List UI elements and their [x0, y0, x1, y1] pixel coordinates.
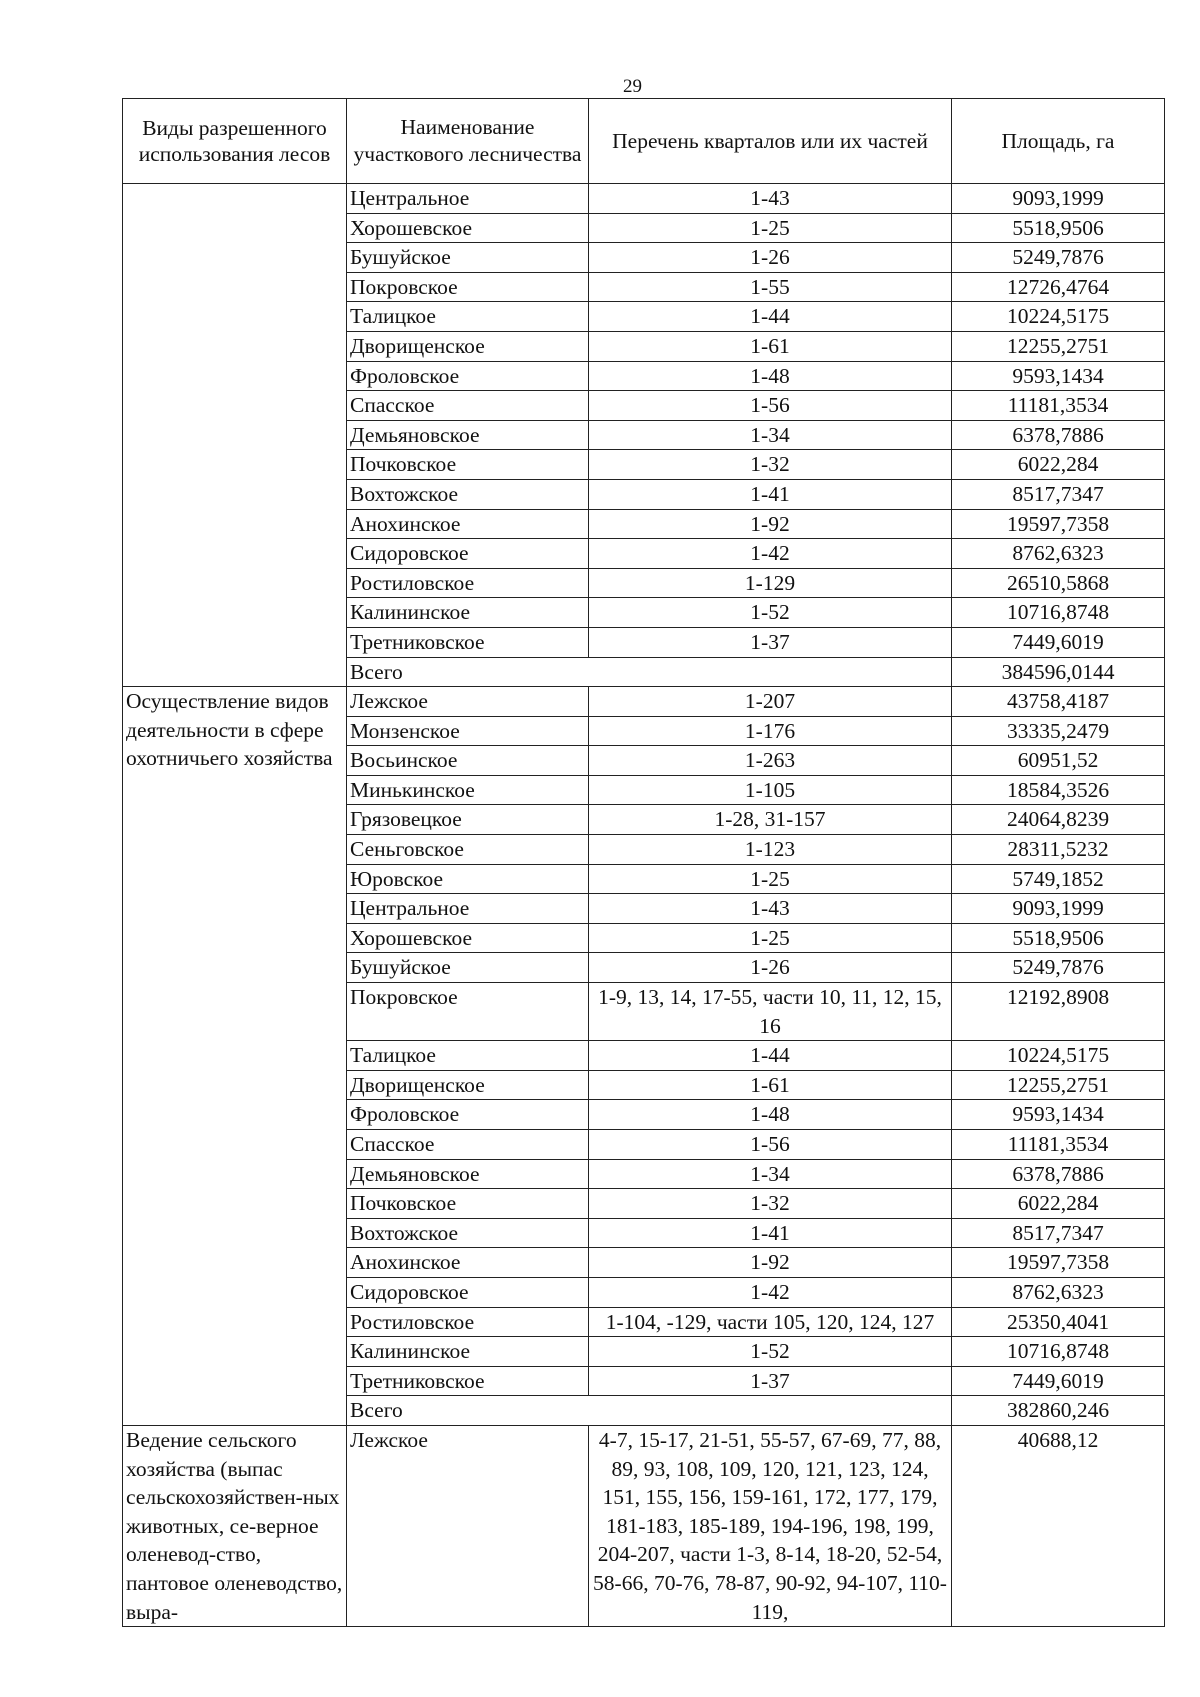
area-cell: 25350,4041: [952, 1307, 1165, 1337]
forestry-name-cell: Демьяновское: [347, 420, 589, 450]
area-cell: 12192,8908: [952, 983, 1165, 1041]
area-cell: 8762,6323: [952, 1277, 1165, 1307]
forestry-name-cell: Спасское: [347, 391, 589, 421]
table-row: [123, 1425, 1165, 1626]
area-cell: 10716,8748: [952, 598, 1165, 628]
quarters-cell: 4-7, 15-17, 21-51, 55-57, 67-69, 77, 88, 89, 93, 108, 109, 120, 121, 123, 124, 151, 155, 156, 159-161, 172, 177, 179, 181-183, 185-189, 194-196, 198, 199, 204-207, части 1-3, 8-14, 18-20, 52-54, 58-66, 70-76, 78-87, 90-92, 94-107, 110-119,: [589, 1425, 952, 1626]
quarters-cell: 1-26: [589, 953, 952, 983]
quarters-cell: 1-263: [589, 746, 952, 776]
area-cell: 5518,9506: [952, 213, 1165, 243]
forestry-name-cell: Фроловское: [347, 361, 589, 391]
area-cell: 10224,5175: [952, 302, 1165, 332]
quarters-cell: 1-56: [589, 1130, 952, 1160]
quarters-cell: 1-104, -129, части 105, 120, 124, 127: [589, 1307, 952, 1337]
header-row: [123, 99, 1165, 184]
forestry-name-cell: Восьинское: [347, 746, 589, 776]
forestry-name-cell: Хорошевское: [347, 923, 589, 953]
forestry-name-cell: Минькинское: [347, 775, 589, 805]
forestry-name-cell: Хорошевское: [347, 213, 589, 243]
area-cell: 26510,5868: [952, 568, 1165, 598]
area-cell: 19597,7358: [952, 509, 1165, 539]
forestry-name-cell: Лежское: [347, 687, 589, 717]
quarters-cell: 1-44: [589, 1041, 952, 1071]
area-cell: 5249,7876: [952, 243, 1165, 273]
quarters-cell: 1-34: [589, 1159, 952, 1189]
forestry-name-cell: Фроловское: [347, 1100, 589, 1130]
forestry-name-cell: Сидоровское: [347, 539, 589, 569]
forestry-name-cell: Бушуйское: [347, 243, 589, 273]
quarters-cell: 1-37: [589, 1366, 952, 1396]
quarters-cell: 1-92: [589, 1248, 952, 1278]
quarters-cell: 1-123: [589, 835, 952, 865]
quarters-cell: 1-34: [589, 420, 952, 450]
area-cell: 10716,8748: [952, 1337, 1165, 1367]
area-cell: 6378,7886: [952, 420, 1165, 450]
quarters-cell: 1-52: [589, 598, 952, 628]
forestry-name-cell: Грязовецкое: [347, 805, 589, 835]
forestry-name-cell: Покровское: [347, 272, 589, 302]
header-area: Площадь, га: [952, 99, 1165, 184]
quarters-cell: 1-37: [589, 627, 952, 657]
quarters-cell: 1-25: [589, 864, 952, 894]
area-cell: 7449,6019: [952, 627, 1165, 657]
forestry-name-cell: Анохинское: [347, 509, 589, 539]
area-cell: 12255,2751: [952, 1070, 1165, 1100]
area-cell: 43758,4187: [952, 687, 1165, 717]
area-cell: 28311,5232: [952, 835, 1165, 865]
forestry-name-cell: Центральное: [347, 894, 589, 924]
area-cell: 12255,2751: [952, 331, 1165, 361]
quarters-cell: 1-48: [589, 361, 952, 391]
area-cell: 8762,6323: [952, 539, 1165, 569]
total-area: 384596,0144: [952, 657, 1165, 687]
area-cell: 33335,2479: [952, 716, 1165, 746]
area-cell: 24064,8239: [952, 805, 1165, 835]
quarters-cell: 1-55: [589, 272, 952, 302]
forestry-name-cell: Ростиловское: [347, 1307, 589, 1337]
forestry-name-cell: Демьяновское: [347, 1159, 589, 1189]
area-cell: 60951,52: [952, 746, 1165, 776]
quarters-cell: 1-176: [589, 716, 952, 746]
area-cell: 5249,7876: [952, 953, 1165, 983]
forestry-name-cell: Вохтожское: [347, 1218, 589, 1248]
total-label: Всего: [347, 657, 952, 687]
forestry-name-cell: Талицкое: [347, 1041, 589, 1071]
area-cell: 8517,7347: [952, 1218, 1165, 1248]
forestry-name-cell: Дворищенское: [347, 1070, 589, 1100]
quarters-cell: 1-207: [589, 687, 952, 717]
quarters-cell: 1-92: [589, 509, 952, 539]
use-type-cell: [123, 184, 347, 687]
forest-use-table: [122, 98, 1165, 1627]
forestry-name-cell: Юровское: [347, 864, 589, 894]
forestry-name-cell: Вохтожское: [347, 479, 589, 509]
quarters-cell: 1-25: [589, 923, 952, 953]
quarters-cell: 1-105: [589, 775, 952, 805]
forestry-name-cell: Третниковское: [347, 627, 589, 657]
area-cell: 6022,284: [952, 1189, 1165, 1219]
forestry-name-cell: Дворищенское: [347, 331, 589, 361]
section3-body: [123, 1425, 1165, 1626]
quarters-cell: 1-52: [589, 1337, 952, 1367]
table-row: [123, 687, 1165, 717]
forestry-name-cell: Сидоровское: [347, 1277, 589, 1307]
quarters-cell: 1-42: [589, 539, 952, 569]
forestry-name-cell: Монзенское: [347, 716, 589, 746]
quarters-cell: 1-25: [589, 213, 952, 243]
header-use-type: Виды разрешенного использования лесов: [123, 99, 347, 184]
quarters-cell: 1-44: [589, 302, 952, 332]
forestry-name-cell: Калининское: [347, 1337, 589, 1367]
section1-body: [123, 184, 1165, 687]
area-cell: 8517,7347: [952, 479, 1165, 509]
forestry-name-cell: Центральное: [347, 184, 589, 214]
quarters-cell: 1-42: [589, 1277, 952, 1307]
forestry-name-cell: Почковское: [347, 450, 589, 480]
forestry-name-cell: Талицкое: [347, 302, 589, 332]
quarters-cell: 1-48: [589, 1100, 952, 1130]
quarters-cell: 1-41: [589, 1218, 952, 1248]
area-cell: 12726,4764: [952, 272, 1165, 302]
area-cell: 11181,3534: [952, 1130, 1165, 1160]
area-cell: 11181,3534: [952, 391, 1165, 421]
quarters-cell: 1-41: [589, 479, 952, 509]
area-cell: 6378,7886: [952, 1159, 1165, 1189]
area-cell: 5518,9506: [952, 923, 1165, 953]
area-cell: 18584,3526: [952, 775, 1165, 805]
forestry-name-cell: Покровское: [347, 983, 589, 1041]
page-number: 29: [623, 76, 642, 97]
forestry-name-cell: Калининское: [347, 598, 589, 628]
forestry-name-cell: Спасское: [347, 1130, 589, 1160]
section2-body: [123, 687, 1165, 1426]
quarters-cell: 1-32: [589, 450, 952, 480]
quarters-cell: 1-9, 13, 14, 17-55, части 10, 11, 12, 15, 16: [589, 983, 952, 1041]
area-cell: 9593,1434: [952, 1100, 1165, 1130]
quarters-cell: 1-26: [589, 243, 952, 273]
quarters-cell: 1-43: [589, 184, 952, 214]
table-row: [123, 184, 1165, 214]
total-label: Всего: [347, 1396, 952, 1426]
use-type-cell: Ведение сельского хозяйства (выпас сельскохозяйствен-ных животных, се-верное оленевод-ство, пантовое оленеводство, выра-: [123, 1425, 347, 1626]
header-forestry-name: Наименование участкового лесничества: [347, 99, 589, 184]
area-cell: 10224,5175: [952, 1041, 1165, 1071]
forestry-name-cell: Сеньговское: [347, 835, 589, 865]
forestry-name-cell: Лежское: [347, 1425, 589, 1626]
area-cell: 9093,1999: [952, 184, 1165, 214]
area-cell: 19597,7358: [952, 1248, 1165, 1278]
forestry-name-cell: Бушуйское: [347, 953, 589, 983]
quarters-cell: 1-56: [589, 391, 952, 421]
quarters-cell: 1-61: [589, 331, 952, 361]
forestry-name-cell: Анохинское: [347, 1248, 589, 1278]
use-type-cell: Осуществление видов деятельности в сфере охотничьего хозяйства: [123, 687, 347, 1426]
area-cell: 6022,284: [952, 450, 1165, 480]
area-cell: 40688,12: [952, 1425, 1165, 1626]
quarters-cell: 1-61: [589, 1070, 952, 1100]
area-cell: 7449,6019: [952, 1366, 1165, 1396]
area-cell: 9593,1434: [952, 361, 1165, 391]
quarters-cell: 1-129: [589, 568, 952, 598]
header-quarters: Перечень кварталов или их частей: [589, 99, 952, 184]
quarters-cell: 1-28, 31-157: [589, 805, 952, 835]
quarters-cell: 1-43: [589, 894, 952, 924]
total-area: 382860,246: [952, 1396, 1165, 1426]
forestry-name-cell: Третниковское: [347, 1366, 589, 1396]
forestry-name-cell: Ростиловское: [347, 568, 589, 598]
forestry-name-cell: Почковское: [347, 1189, 589, 1219]
quarters-cell: 1-32: [589, 1189, 952, 1219]
area-cell: 9093,1999: [952, 894, 1165, 924]
area-cell: 5749,1852: [952, 864, 1165, 894]
